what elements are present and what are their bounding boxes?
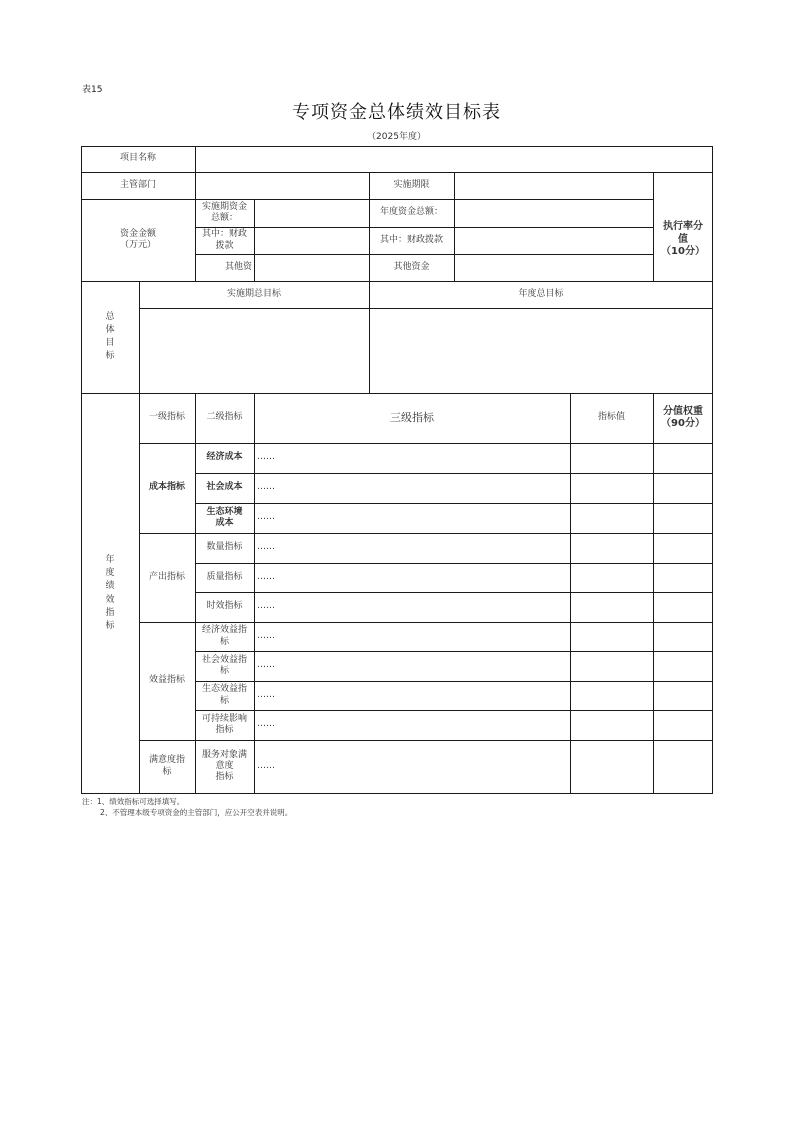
annual-goal-header: 年度总目标 [518,288,564,299]
item-quantity: 数量指标 [206,542,243,553]
placeholder-8: …… [257,660,275,671]
item-social-benefit: 社会效益指 标 [201,654,247,676]
item-sustainable: 可持续影响 指标 [201,713,247,735]
item-quality: 质量指标 [206,571,243,582]
placeholder-7: …… [257,630,275,641]
indicators-side-label: 年 度 绩 效 指 标 [105,555,115,631]
project-name-label: 项目名称 [119,153,156,164]
period-label: 实施期限 [393,179,430,190]
annual-other-label: 其他资金 [393,261,430,272]
execution-rate-label: 执行率分 值 （10分） [661,221,705,258]
overall-goals-side-label: 总 体 目 标 [105,311,115,362]
page-title: 专项资金总体绩效目标表 [292,102,501,123]
placeholder-9: …… [257,689,275,700]
placeholder-11: …… [257,760,275,771]
placeholder-1: …… [257,452,275,463]
value-header: 指标值 [597,412,625,423]
table-number: 表15 [82,85,103,95]
annual-fiscal-label: 其中：财政拨款 [379,234,443,245]
performance-goal-table [81,146,713,794]
level2-header: 二级指标 [206,412,243,423]
group-cost: 成本指标 [148,482,185,493]
group-output: 产出指标 [148,571,185,582]
department-label: 主管部门 [119,179,156,190]
placeholder-4: …… [257,542,275,553]
year-subtitle: （2025年度） [367,132,426,142]
placeholder-6: …… [257,601,275,612]
placeholder-2: …… [257,482,275,493]
period-goal-header: 实施期总目标 [226,288,281,299]
item-economic-benefit: 经济效益指 标 [201,625,247,647]
funds-label: 资金金额 （万元） [119,228,156,250]
footnotes [82,797,292,819]
item-social-cost: 社会成本 [206,482,243,493]
item-eco-cost: 生态环境 成本 [206,506,243,528]
placeholder-5: …… [257,571,275,582]
annual-total-label: 年度资金总额： [379,207,443,218]
item-service-satisfaction: 服务对象满 意度 指标 [201,749,247,783]
item-eco-benefit: 生态效益指 标 [201,684,247,706]
footnote-2: 2、不管理本级专项资金的主管部门，应公开空表并说明。 [100,807,293,817]
level1-header: 一级指标 [148,412,185,423]
footnote-1: 注：1、绩效指标可选择填写。 [82,797,185,806]
item-economic-cost: 经济成本 [206,452,243,463]
group-satisfaction: 满意度指 标 [148,755,185,777]
item-timeliness: 时效指标 [206,601,243,612]
period-fiscal-label: 其中：财政 拨款 [201,229,247,251]
level3-header: 三级指标 [390,411,434,425]
weight-header: 分值权重 （90分） [661,405,705,429]
period-other-label: 其他资 [224,261,252,272]
period-total-label: 实施期资金 总额： [201,201,247,223]
placeholder-3: …… [257,512,275,523]
group-benefit: 效益指标 [148,675,185,686]
placeholder-10: …… [257,719,275,730]
